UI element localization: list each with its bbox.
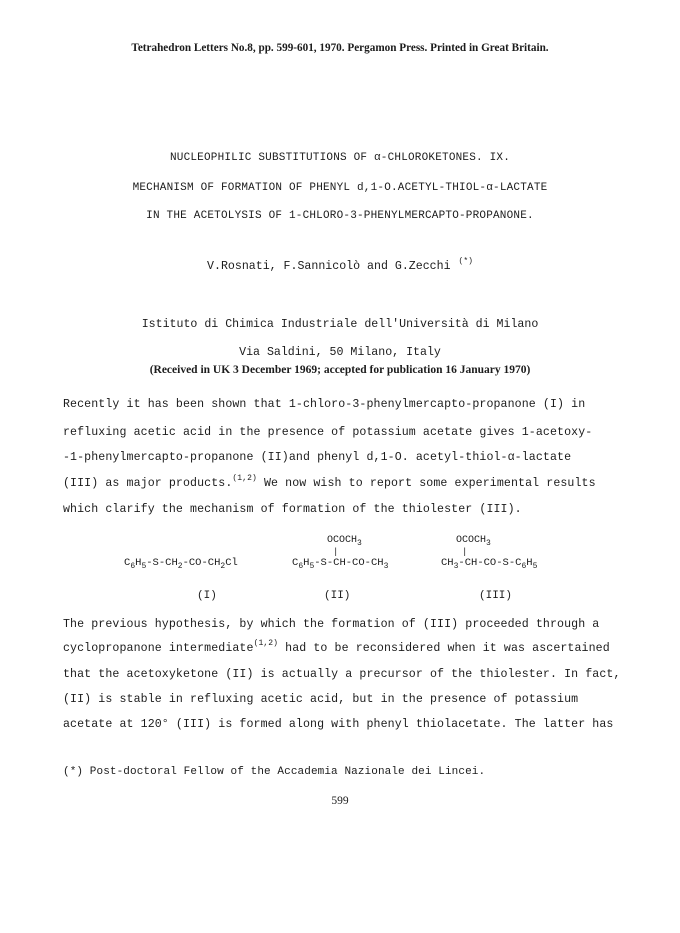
- title-line-1: NUCLEOPHILIC SUBSTITUTIONS OF α-CHLOROKETONES. IX.: [169, 152, 511, 164]
- formula-I: $C_6H_5-S-CH_2-CO-CH_2Cl$: [124, 557, 238, 571]
- paragraph-2-line-1: The previous hypothesis, by which the formation of (III) proceeded through a: [63, 618, 600, 631]
- formula-I-label: (I): [197, 590, 217, 602]
- received-dates: (Received in UK 3 December 1969; accepted for publication 16 January 1970): [149, 364, 531, 376]
- paragraph-1-line-4: (III) as major products.$^{(1,2)}$ We now wish to report some experimental results: [63, 474, 596, 490]
- author-names: V.Rosnati, F.Sannicolò and G.Zecchi: [207, 260, 451, 273]
- author-footnote-mark: (*): [458, 257, 473, 266]
- paragraph-2-line-2: cyclopropanone intermediate$^{(1,2)}$ had to be reconsidered when it was ascertained: [63, 639, 610, 655]
- formula-II-bond: |: [333, 547, 339, 557]
- formula-III: $CH_3-CH-CO-S-C_6H_5$: [441, 557, 538, 571]
- title-line-2: MECHANISM OF FORMATION OF PHENYL d,1-O.ACETYL-THIOL-α-LACTATE: [132, 182, 548, 194]
- title-line-3: IN THE ACETOLYSIS OF 1-CHLORO-3-PHENYLMERCAPTO-PROPANONE.: [146, 210, 534, 222]
- paragraph-2-line-5: acetate at 120° (III) is formed along with phenyl thiolacetate. The latter has: [63, 718, 614, 731]
- formula-III-bond: |: [462, 547, 468, 557]
- paragraph-2-line-3: that the acetoxyketone (II) is actually a precursor of the thiolester. In fact,: [63, 668, 621, 681]
- paragraph-1-line-1: Recently it has been shown that 1-chloro-3-phenylmercapto-propanone (I) in: [63, 398, 586, 411]
- page-number: 599: [331, 795, 349, 807]
- paragraph-1-line-3: -1-phenylmercapto-propanone (II)and phenyl d,1-O. acetyl-thiol-α-lactate: [63, 451, 572, 464]
- paragraph-1-line-2: refluxing acetic acid in the presence of potassium acetate gives 1-acetoxy-: [63, 426, 593, 439]
- authors: [0, 257, 680, 273]
- formula-III-label: (III): [479, 590, 513, 602]
- citation-ref: (1,2): [232, 474, 257, 483]
- affiliation-line-1: Istituto di Chimica Industriale dell'Università di Milano: [141, 318, 539, 331]
- affiliation-line-2: Via Saldini, 50 Milano, Italy: [239, 346, 441, 359]
- citation-ref: (1,2): [253, 639, 279, 648]
- formula-II: $C_6H_5-S-CH-CO-CH_3$: [292, 557, 389, 571]
- formula-III-substituent: $OCOCH_3$: [456, 535, 491, 548]
- paragraph-1-line-5: which clarify the mechanism of formation of the thiolester (III).: [63, 503, 522, 516]
- footnote: (*) Post-doctoral Fellow of the Accademia Nazionale dei Lincei.: [63, 766, 486, 778]
- paragraph-2-line-4: (II) is stable in refluxing acetic acid, but in the presence of potassium: [63, 693, 579, 706]
- formula-II-label: (II): [324, 590, 351, 602]
- formula-II-substituent: $OCOCH_3$: [327, 535, 362, 548]
- journal-header: Tetrahedron Letters No.8, pp. 599-601, 1970. Pergamon Press. Printed in Great Britain.: [131, 42, 549, 54]
